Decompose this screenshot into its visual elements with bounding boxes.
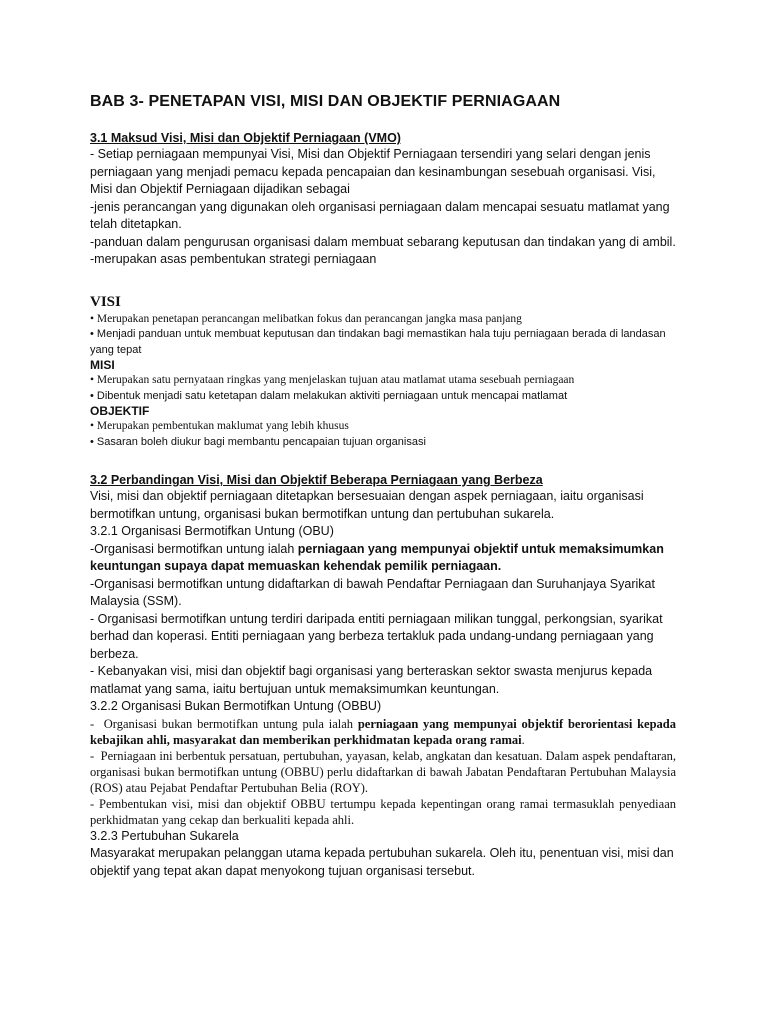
obbu-paragraph: - Perniagaan ini berbentuk persatuan, pertubuhan, yayasan, kelab, angkatan dan kesatuan. Dalam aspek pendaftaran, organisasi bukan bermotifkan untung (OBBU) perlu didaftarkan di bawah Jabatan Pendaftaran Pertubuhan Malaysia (ROS) atau Pejabat Pendaftar Pertubuhan Belia (ROY). (90, 748, 680, 795)
objektif-bullet: • Merupakan pembentukan maklumat yang lebih khusus (90, 420, 349, 432)
visi-bullet: • Merupakan penetapan perancangan melibatkan fokus dan perancangan jangka masa panjang (90, 312, 522, 325)
obu-heading: 3.2.1 Organisasi Bermotifkan Untung (OBU) (90, 524, 334, 538)
chapter-title: BAB 3- PENETAPAN VISI, MISI DAN OBJEKTIF PERNIAGAAN (90, 93, 561, 110)
section-3-2 (90, 472, 680, 880)
section-3-1-point: -panduan dalam pengurusan organisasi dalam membuat sebarang keputusan dan tindakan yang di ambil. (90, 234, 676, 249)
obbu-paragraph: - Pembentukan visi, misi dan objektif OBBU tertumpu kepada kepentingan orang ramai termasuklah penyediaan perkhidmatan yang cekap dan berkualiti kepada ahli. (90, 796, 676, 827)
vmo-definitions (90, 293, 676, 451)
section-3-1-intro: - Setiap perniagaan mempunyai Visi, Misi dan Objektif Perniagaan tersendiri yang selari dengan jenis perniagaan yang menjadi pemacu kepada pencapaian dan kesinambungan sesebuah organisasi. Visi, Misi dan Objektif Perniagaan dijadikan sebagai (90, 147, 656, 196)
sukarela-heading: 3.2.3 Pertubuhan Sukarela (90, 828, 239, 843)
sukarela-paragraph: Masyarakat merupakan pelanggan utama kepada pertubuhan sukarela. Oleh itu, penentuan visi, misi dan objektif yang tepat akan dapat menyokong tujuan organisasi tersebut. (90, 846, 674, 878)
visi-bullet: • Menjadi panduan untuk membuat keputusan dan tindakan bagi memastikan hala tuju perniagaan berada di landasan yang tepat (90, 328, 666, 356)
document-page (90, 92, 680, 880)
obbu-heading: 3.2.2 Organisasi Bukan Bermotifkan Untung (OBBU) (90, 699, 382, 713)
section-3-1-heading: 3.1 Maksud Visi, Misi dan Objektif Perniagaan (VMO) (90, 131, 401, 145)
objektif-label: OBJEKTIF (90, 404, 150, 418)
obbu-p1-bold: perniagaan yang mempunyai objektif berorientasi kepada kebajikan ahli, masyarakat dan memberikan perkhidmatan kepada orang ramai (90, 716, 676, 747)
misi-label: MISI (90, 358, 115, 372)
obbu-p1-suffix: . (521, 732, 525, 747)
section-3-1-point: -merupakan asas pembentukan strategi perniagaan (90, 252, 377, 266)
obu-paragraph: - Organisasi bermotifkan untung terdiri daripada entiti perniagaan milikan tunggal, perkongsian, syarikat berhad dan koperasi. Entiti perniagaan yang berbeza tertakluk pada undang-undang perniagaan yang berbeza. (90, 611, 663, 661)
misi-bullet: • Merupakan satu pernyataan ringkas yang menjelaskan tujuan atau matlamat utama sesebuah perniagaan (90, 374, 575, 386)
visi-label: VISI (90, 293, 121, 310)
section-3-1 (90, 130, 676, 269)
section-3-1-point: -jenis perancangan yang digunakan oleh organisasi perniagaan dalam mencapai sesuatu matlamat yang telah ditetapkan. (90, 199, 670, 231)
obbu-p1-prefix: - Organisasi bukan bermotifkan untung pula ialah (90, 716, 358, 731)
objektif-bullet: • Sasaran boleh diukur bagi membantu pencapaian tujuan organisasi (90, 435, 426, 448)
obu-paragraph: -Organisasi bermotifkan untung didaftarkan di bawah Pendaftar Perniagaan dan Suruhanjaya Syarikat Malaysia (SSM). (90, 576, 655, 608)
obu-paragraph: - Kebanyakan visi, misi dan objektif bagi organisasi yang berteraskan sektor swasta menjurus kepada matlamat yang sama, iaitu bertujuan untuk memaksimumkan keuntungan. (90, 664, 653, 696)
obbu-paragraph (90, 716, 676, 748)
misi-bullet: • Dibentuk menjadi satu ketetapan dalam melakukan aktiviti perniagaan untuk mencapai matlamat (90, 389, 568, 402)
obu-paragraph (90, 541, 676, 576)
obu-p1-prefix: -Organisasi bermotifkan untung ialah (90, 541, 298, 556)
section-3-2-heading: 3.2 Perbandingan Visi, Misi dan Objektif Beberapa Perniagaan yang Berbeza (90, 473, 543, 487)
obu-p1-bold: perniagaan yang mempunyai objektif untuk memaksimumkan keuntungan supaya dapat memuaskan kehendak pemilik perniagaan. (90, 541, 664, 573)
section-3-2-intro: Visi, misi dan objektif perniagaan ditetapkan bersesuaian dengan aspek perniagaan, iaitu organisasi bermotifkan untung, organisasi bukan bermotifkan untung dan pertubuhan sukarela. (90, 489, 644, 521)
